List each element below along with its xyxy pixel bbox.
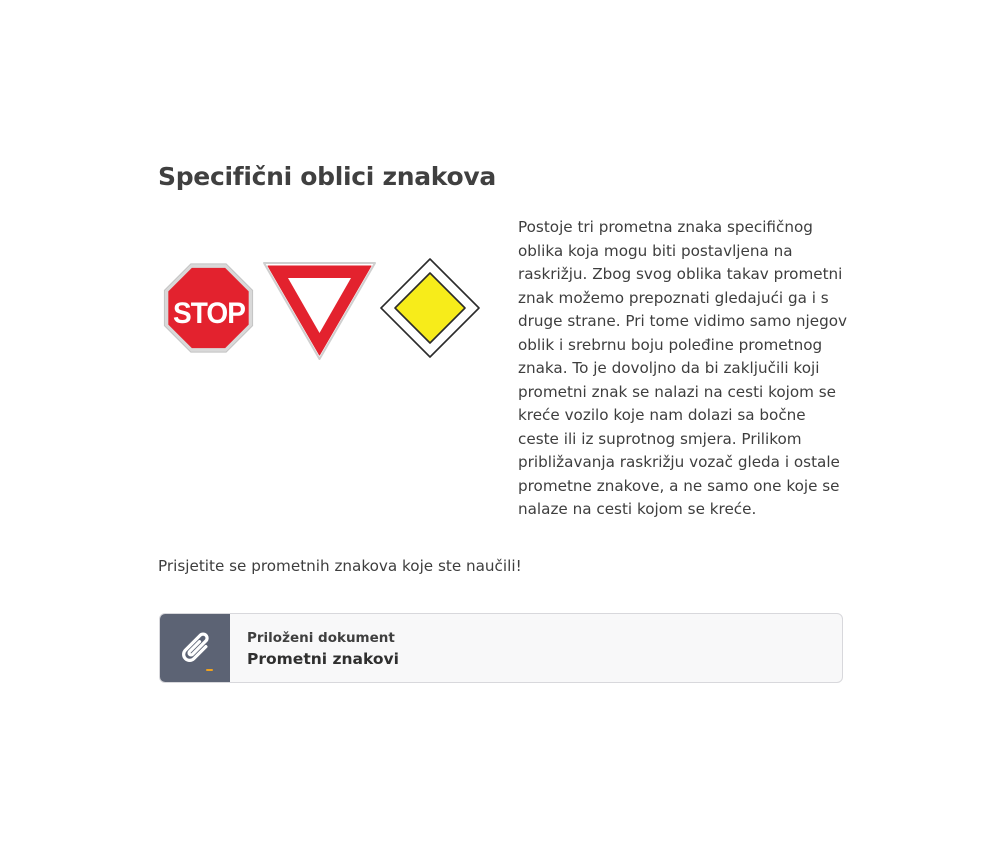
paperclip-icon: [172, 624, 220, 672]
yield-sign-icon: [264, 263, 375, 359]
section-heading: Specifični oblici znakova: [158, 162, 496, 191]
priority-road-sign-icon: [381, 259, 479, 357]
attachment-title-link[interactable]: Prometni znakovi: [247, 650, 399, 668]
stop-sign-icon: [164, 264, 252, 352]
reminder-text: Prisjetite se prometnih znakova koje ste naučili!: [158, 557, 522, 575]
attachment-caption: Priloženi dokument: [247, 630, 395, 646]
attached-document-card[interactable]: [159, 613, 843, 683]
attachment-text: [230, 614, 399, 682]
intro-paragraph: Postoje tri prometna znaka specifičnog oblika koja mogu biti postavljena na raskrižju. Zbog svog oblika takav prometni znak možemo prepoznati gledajući ga i s druge strane. Pri tome vidimo samo njegov oblik i srebrnu boju poleđine prometnog znaka. To je dovoljno da bi zaključili koji prometni znak se nalazi na cesti kojom se kreće vozilo koje nam dolazi sa bočne ceste ili iz suprotnog smjera. Prilikom približavanja raskrižju vozač gleda i ostale prometne znakove, a ne samo one koje se nalaze na cesti kojom se kreće.: [518, 218, 847, 518]
attachment-icon-box: [160, 614, 230, 682]
stop-sign-text: STOP: [173, 297, 245, 330]
traffic-signs-image: [160, 256, 485, 364]
